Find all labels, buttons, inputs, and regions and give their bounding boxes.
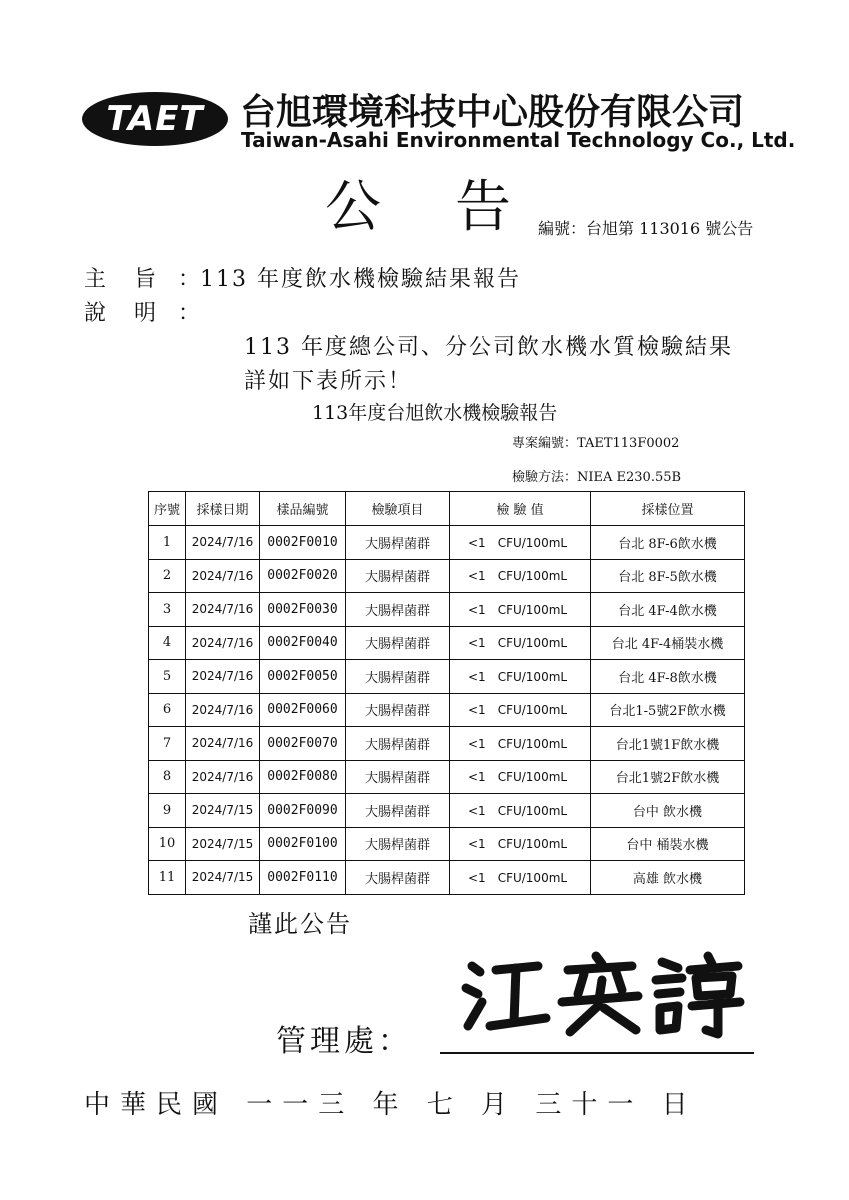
- sample-date-cell: 2024/7/16: [186, 693, 260, 727]
- test-item-cell: 大腸桿菌群: [346, 626, 450, 660]
- header-cell: 採樣位置: [591, 492, 745, 526]
- table-row: [149, 593, 745, 627]
- header-cell: 檢驗項目: [346, 492, 450, 526]
- company-logo: [82, 92, 228, 146]
- sample-date-cell: 2024/7/15: [186, 827, 260, 861]
- test-value-cell: <1 CFU/100mL: [450, 593, 591, 627]
- description-label: 說明: [84, 301, 185, 326]
- handwritten-signature: [456, 950, 746, 1042]
- sample-location-cell: 台北1號1F飲水機: [591, 727, 745, 761]
- subject-text: 113 年度飲水機檢驗結果報告: [200, 267, 521, 292]
- table-row: [149, 727, 745, 761]
- test-item-cell: 大腸桿菌群: [346, 794, 450, 828]
- header-cell: 採樣日期: [186, 492, 260, 526]
- row-number-cell: 6: [149, 693, 186, 727]
- subject-colon: ：: [178, 267, 201, 292]
- test-item-cell: 大腸桿菌群: [346, 760, 450, 794]
- row-number-cell: 8: [149, 760, 186, 794]
- table-row: [149, 526, 745, 560]
- row-number-cell: 5: [149, 660, 186, 694]
- table-row: [149, 794, 745, 828]
- header-cell: 樣品編號: [260, 492, 346, 526]
- sample-location-cell: 台北 8F-6飲水機: [591, 526, 745, 560]
- sample-location-cell: 台北 8F-5飲水機: [591, 559, 745, 593]
- table-row: [149, 559, 745, 593]
- sample-date-cell: 2024/7/16: [186, 559, 260, 593]
- row-number-cell: 9: [149, 794, 186, 828]
- sample-date-cell: 2024/7/16: [186, 660, 260, 694]
- table-row: [149, 626, 745, 660]
- test-value-cell: <1 CFU/100mL: [450, 827, 591, 861]
- sample-date-cell: 2024/7/16: [186, 626, 260, 660]
- subject-label: 主旨: [84, 267, 185, 292]
- sample-location-cell: 台北1-5號2F飲水機: [591, 693, 745, 727]
- sample-location-cell: 台北 4F-8飲水機: [591, 660, 745, 694]
- sample-id-cell: 0002F0010: [260, 526, 346, 560]
- test-item-cell: 大腸桿菌群: [346, 559, 450, 593]
- sample-location-cell: 台北 4F-4飲水機: [591, 593, 745, 627]
- test-value-cell: <1 CFU/100mL: [450, 693, 591, 727]
- test-item-cell: 大腸桿菌群: [346, 727, 450, 761]
- row-number-cell: 7: [149, 727, 186, 761]
- sample-location-cell: 台中 桶裝水機: [591, 827, 745, 861]
- sample-date-cell: 2024/7/16: [186, 593, 260, 627]
- row-number-cell: 11: [149, 861, 186, 895]
- test-item-cell: 大腸桿菌群: [346, 693, 450, 727]
- test-item-cell: 大腸桿菌群: [346, 660, 450, 694]
- table-row: [149, 827, 745, 861]
- signature-line: [440, 1052, 754, 1054]
- notice-title: 公告: [325, 175, 585, 240]
- table-body: [149, 526, 745, 895]
- company-name-cn: 台旭環境科技中心股份有限公司: [240, 92, 745, 133]
- test-value-cell: <1 CFU/100mL: [450, 727, 591, 761]
- test-item-cell: 大腸桿菌群: [346, 861, 450, 895]
- test-value-cell: <1 CFU/100mL: [450, 861, 591, 895]
- results-table: [148, 491, 745, 895]
- test-value-cell: <1 CFU/100mL: [450, 760, 591, 794]
- sample-id-cell: 0002F0040: [260, 626, 346, 660]
- row-number-cell: 1: [149, 526, 186, 560]
- sample-date-cell: 2024/7/15: [186, 861, 260, 895]
- report-title: 113年度台旭飲水機檢驗報告: [312, 402, 558, 424]
- test-item-cell: 大腸桿菌群: [346, 526, 450, 560]
- row-number-cell: 3: [149, 593, 186, 627]
- sample-id-cell: 0002F0110: [260, 861, 346, 895]
- sample-location-cell: 台中 飲水機: [591, 794, 745, 828]
- test-item-cell: 大腸桿菌群: [346, 827, 450, 861]
- sample-id-cell: 0002F0070: [260, 727, 346, 761]
- sample-id-cell: 0002F0050: [260, 660, 346, 694]
- table-row: [149, 760, 745, 794]
- table-row: [149, 693, 745, 727]
- sample-location-cell: 台北 4F-4桶裝水機: [591, 626, 745, 660]
- table-header-row: [149, 492, 745, 526]
- sample-id-cell: 0002F0080: [260, 760, 346, 794]
- test-method: 檢驗方法：NIEA E230.55B: [512, 470, 682, 485]
- description-line-1: 113 年度總公司、分公司飲水機水質檢驗結果: [244, 335, 733, 360]
- closing-text: 謹此公告: [248, 910, 352, 938]
- sample-id-cell: 0002F0030: [260, 593, 346, 627]
- sample-date-cell: 2024/7/16: [186, 526, 260, 560]
- table-row: [149, 861, 745, 895]
- sample-id-cell: 0002F0090: [260, 794, 346, 828]
- description-colon: ：: [178, 301, 201, 326]
- notice-number: 編號：台旭第 113016 號公告: [538, 219, 754, 238]
- sample-id-cell: 0002F0060: [260, 693, 346, 727]
- signatory-label: 管理處：: [276, 1024, 412, 1059]
- test-value-cell: <1 CFU/100mL: [450, 559, 591, 593]
- company-name-en: Taiwan-Asahi Environmental Technology Co., Ltd.: [241, 128, 796, 152]
- row-number-cell: 10: [149, 827, 186, 861]
- logo-text: TAET: [106, 99, 204, 139]
- sample-date-cell: 2024/7/16: [186, 760, 260, 794]
- description-line-2: 詳如下表所示！: [244, 369, 413, 394]
- sample-date-cell: 2024/7/16: [186, 727, 260, 761]
- sample-location-cell: 高雄 飲水機: [591, 861, 745, 895]
- row-number-cell: 2: [149, 559, 186, 593]
- row-number-cell: 4: [149, 626, 186, 660]
- sample-date-cell: 2024/7/15: [186, 794, 260, 828]
- header-cell: 序號: [149, 492, 186, 526]
- sample-id-cell: 0002F0020: [260, 559, 346, 593]
- test-value-cell: <1 CFU/100mL: [450, 626, 591, 660]
- sample-location-cell: 台北1號2F飲水機: [591, 760, 745, 794]
- test-item-cell: 大腸桿菌群: [346, 593, 450, 627]
- project-number: 專案編號：TAET113F0002: [512, 436, 680, 451]
- test-value-cell: <1 CFU/100mL: [450, 526, 591, 560]
- table-row: [149, 660, 745, 694]
- test-value-cell: <1 CFU/100mL: [450, 660, 591, 694]
- test-value-cell: <1 CFU/100mL: [450, 794, 591, 828]
- document-date: 中華民國 一一三 年 七 月 三十一 日: [84, 1090, 698, 1120]
- sample-id-cell: 0002F0100: [260, 827, 346, 861]
- header-cell: 檢 驗 值: [450, 492, 591, 526]
